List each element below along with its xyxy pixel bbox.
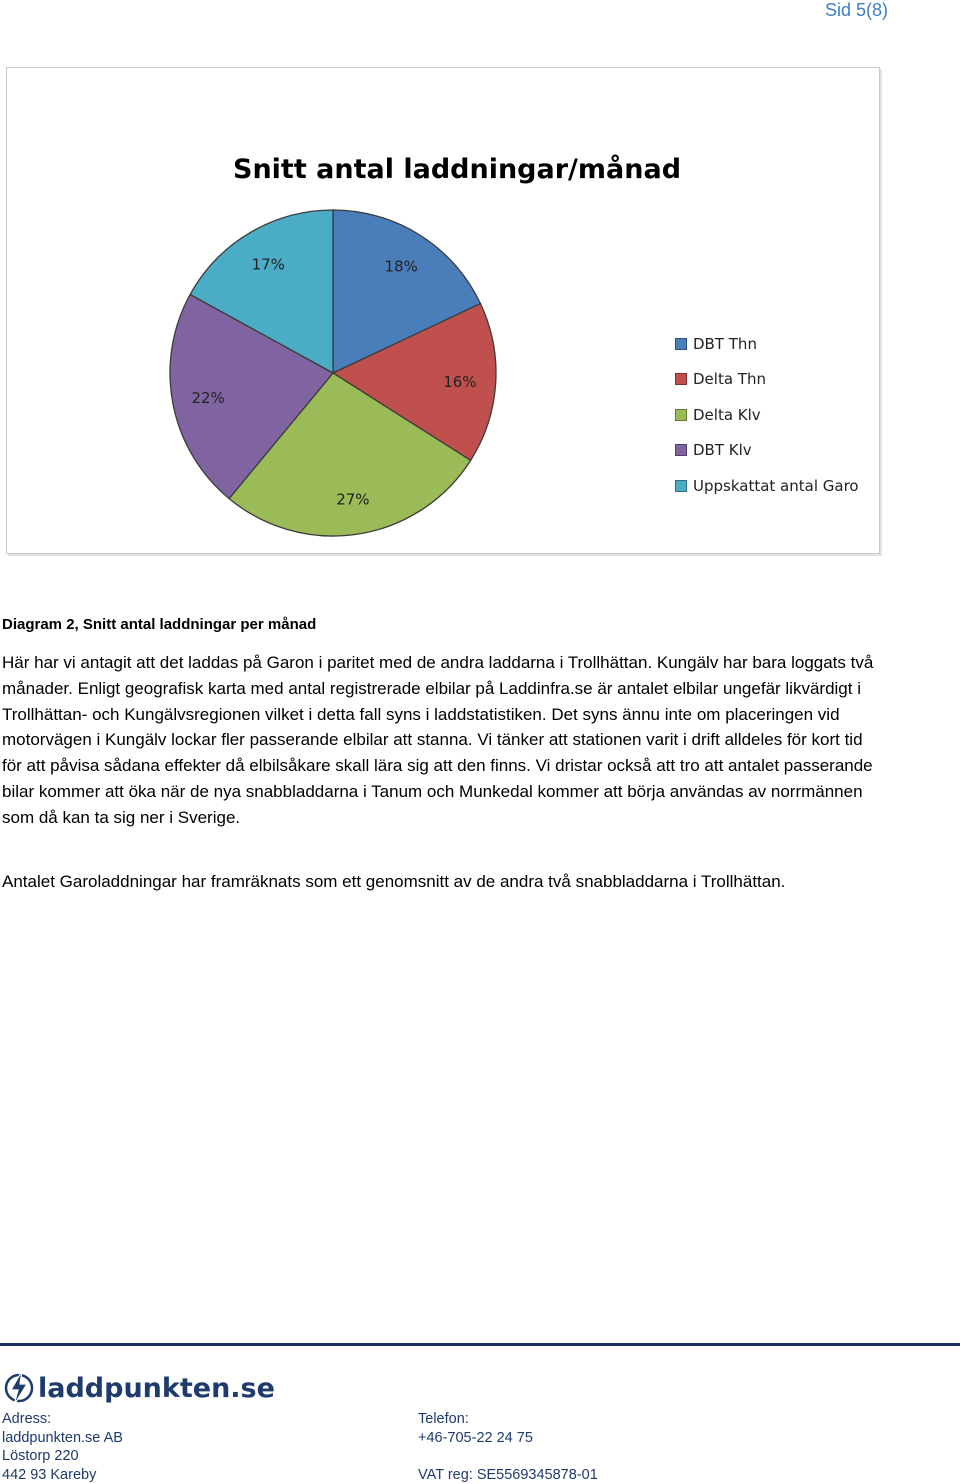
legend-label-0: DBT Thn (693, 335, 757, 353)
page-number: Sid 5(8) (825, 0, 888, 21)
company-logo (4, 1370, 275, 1406)
logo-text: laddpunkten.se (38, 1373, 275, 1404)
figure-caption: Diagram 2, Snitt antal laddningar per månad (2, 616, 316, 633)
pie-label-3: 22% (191, 389, 224, 407)
pie-label-1: 16% (443, 373, 476, 391)
phone-number: +46-705-22 24 75 (418, 1429, 598, 1448)
legend-swatch-0 (675, 338, 687, 350)
pie-label-0: 18% (384, 258, 417, 276)
legend-label-4: Uppskattat antal Garo (693, 477, 859, 495)
postal-address: 442 93 Kareby (2, 1466, 123, 1484)
legend-swatch-4 (675, 480, 687, 492)
legend-item-2 (675, 397, 859, 433)
chart-container (6, 67, 880, 554)
legend-item-3 (675, 433, 859, 469)
address-label: Adress: (2, 1410, 123, 1429)
legend-label-3: DBT Klv (693, 441, 752, 459)
legend-swatch-3 (675, 444, 687, 456)
chart-title: Snitt antal laddningar/månad (233, 154, 681, 185)
legend-swatch-1 (675, 373, 687, 385)
footer-spacer (418, 1447, 598, 1466)
company-name: laddpunkten.se AB (2, 1429, 123, 1448)
footer-divider (0, 1343, 960, 1346)
body-paragraph-2: Antalet Garoladdningar har framräknats som ett genomsnitt av de andra två snabbladdarna i Trollhättan. (2, 869, 882, 895)
legend-item-1 (675, 362, 859, 398)
chart-legend (675, 326, 859, 504)
legend-label-1: Delta Thn (693, 370, 766, 388)
legend-label-2: Delta Klv (693, 406, 761, 424)
lightning-bolt-icon (4, 1370, 34, 1406)
legend-item-0 (675, 326, 859, 362)
body-paragraph-1: Här har vi antagit att det laddas på Garon i paritet med de andra laddarna i Trollhättan. Kungälv har bara loggats två månader. Enligt geografisk karta med antal registrerade elbilar på Laddinfra.se är antalet elbilar ungefär likvärdigt i Trollhättan- och Kungälvsregionen vilket i detta fall syns i laddstatistiken. Det syns ännu inte om placeringen vid motorvägen i Kungälv lockar fler passerande elbilar att stanna. Vi tänker att stationen varit i drift alldeles för kort tid för att påvisa sådana effekter då elbilsåkare skall lära sig att den finns. Vi dristar också att tro att antalet passerande bilar kommer att öka när de nya snabbladdarna i Tanum och Munkedal kommer att börja användas av norrmännen som då kan ta sig ner i Sverige. (2, 650, 882, 831)
footer-contact (418, 1410, 598, 1484)
street-address: Löstorp 220 (2, 1447, 123, 1466)
legend-swatch-2 (675, 409, 687, 421)
footer-address (2, 1410, 123, 1484)
pie-label-2: 27% (336, 491, 369, 509)
phone-label: Telefon: (418, 1410, 598, 1429)
legend-item-4 (675, 468, 859, 504)
vat-number: VAT reg: SE5569345878-01 (418, 1466, 598, 1484)
pie-label-4: 17% (252, 256, 285, 274)
